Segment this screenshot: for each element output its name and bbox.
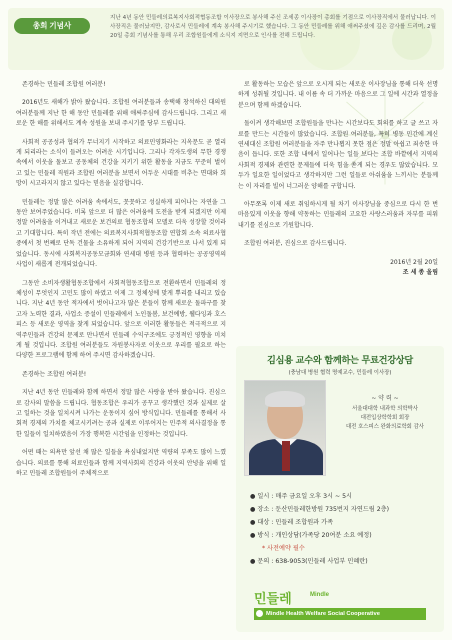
letter-paragraph: 그동안 소비자생활협동조합에서 사회적협동조합으로 전환하면서 민들레의 정체성이 무엇인지 고민도 많이 하였고 이제 그 정체성에 맞게 뿌리를 내리고 있습니다. 지난 4년 동안 적자에서 벗어나고자 많은 분들이 함께 새로운 돌파구를 찾고자 노력한 결과, 사업소 증설이 민들레에서 노인돌봄, 보건예방, 웰다잉과 호스피스 등 새로운 영역을 찾게 되었습니다. 앞으로 이러한 활동들은 적극적으로 지역주민들과 건강의 문제로 만나면서 민들레 수익구조에도 긍정적인 영향을 미치게 될 것입니다. 조합원 여러분들도 자원봉사자로 이웃으로 우리를 필요로 하는 다양한 프로그램에 함께 하여 주시면 감사하겠습니다. (16, 279, 226, 360)
letter-date: 2016년 2월 20일 (390, 258, 438, 266)
letter-right-column (238, 80, 438, 278)
mindle-logo (250, 588, 438, 624)
doctor-photo (244, 380, 326, 476)
logo-tagline: Mindle Health Welfare Social Cooperative (254, 608, 426, 620)
consult-schedule (250, 490, 438, 568)
logo-mark-icon (256, 610, 263, 617)
letter-paragraph: 존경하는 조합원 여러분! (22, 370, 87, 378)
letter-paragraph: 조합원 여러분, 진심으로 감사드립니다. (244, 240, 347, 248)
logo-name-ko: 민들레 (254, 592, 292, 607)
schedule-item: ● 대상 : 민들레 조합원과 가족 (250, 519, 334, 526)
schedule-item: ● 장소 : 둔산민들레한방원 735번지 자연드림 2층) (250, 506, 390, 513)
doctor-profile-line: 대전입상학학회 회장 (360, 415, 410, 421)
letter-signature: 조 세 종 올림 (402, 268, 438, 276)
letter-paragraph: 아무쪼록 이제 새로 취임하시게 될 차기 이사장님을 중심으로 다시 한 번 마음있게 이웃을 향해 약동하는 민들레의 고요한 사랑스러움과 자부를 피워내기를 진심으로 기원합니다. (238, 201, 438, 229)
letter-signoff (238, 258, 438, 278)
letter-paragraph: 2016년도 새해가 밝아 왔습니다. 조합원 여러분들과 송택해 창석하신 대의원 여러분들께 지난 한 해 동안 민들레를 위해 애써주심에 감사드립니다. 그리고 새로운 한 해를 위해서도 계속 성원을 보내 주시기를 당부 드립니다. (16, 99, 226, 128)
doctor-profile-line: 서울대대학 내과학 의학박사 (352, 406, 418, 412)
letter-paragraph: 존경하는 민들레 조합원 여러분! (22, 81, 106, 88)
letter-left-column (16, 80, 226, 487)
schedule-item: ● 일시 : 매주 금요일 오후 3시 ~ 5시 (250, 493, 353, 500)
doctor-profile-line: 대전 호스피스 완화의료학회 감사 (345, 424, 425, 430)
doctor-profile-label: ~ 약 력 ~ (371, 395, 399, 402)
letter-paragraph: 어떤 때는 의욕만 앞선 채 많은 일들을 욕심내었지만 역량의 부족도 많이 느꼈습니다. 의료를 통해 의료인들과 함께 지역사회의 건강과 이웃의 안녕을 위해 일하고 민들레 조합원들이 주체적으로 (16, 449, 226, 477)
letter-paragraph: 지난 4년 동안 민들레와 함께 하면서 정말 많은 사랑을 받아 왔습니다. 진심으로 감사의 말씀을 드립니다. 협동조합은 우리가 공꾸고 생각했던 것과 실제로 살고 일하는 것을 일치시켜 나가는 운동이지 싶어 방식입니다. 민들레를 통해서 사회적 경제의 가치를 체고시키려는 공과 실제로 이루어지는 민주적 의사결정을 통한 일들이 일치하였음이 가장 행복한 시간임을 인정하는 것입니다. (16, 389, 226, 438)
letter-paragraph: 사회적 공공성과 협의가 무너지기 시작하고 의료민영화라는 지옥문도 곧 열리게 되리라는 소식이 들려오는 어려운 시기입니다. 그리나 각자도생의 무한 경쟁 속에서 이웃을 돌보고 공동체의 건강을 지키기 위한 활동을 지금도 꾸준히 벌이고 있는 민들레 직원과 조합원 여러분을 보면서 어두운 시대를 비추는 면대와 희망이 시고라지지 않고 있다는 믿음을 실감합니다. (16, 138, 226, 188)
schedule-item: ● 방식 : 개인상담(가족당 20여분 소요 예정) (250, 532, 372, 539)
reservation-note: * 사전예약 필수 (262, 545, 305, 552)
letter-paragraph: 로 활동하는 모습은 앞으로 오시게 되는 새로운 이사장님을 통해 더욱 선명하게 성취될 것입니다. 내 이름 속 더 가까운 마음으로 그 일에 시간과 열정을 분으며 함께 하겠습니다. (238, 81, 438, 109)
letter-paragraph: 민들레는 정말 많은 어려움 속에서도, 꼿꼿하고 성실하게 피어나는 자연을 그동안 보여주었습니다. 비록 앞으로 더 많은 어려움에 도전을 받게 되겠지만 이제 정말 어려움을 이겨내고 새로운 보건의료 협동조합의 모델로 더욱 성장할 것이라고 기대합니다. 특히 작년 전에는 의료복지사회적협동조합 연합회 소속 의료사협 중에서 첫 번째로 단독 건물을 소유하게 되어 지역의 건강기반으로 나서 있게 되었습니다. 동시에 사회복지공동모금회와 연세대 병원 등과 협력하는 공공영역의 사업이 새롭게 전개되었습니다. (16, 198, 226, 269)
letter-paragraph: 돌이켜 생각해보면 조합원들을 만나는 시간보다도 회의를 하고 글 쓰고 자료를 만드는 시간들이 많았습니다. 조합원 여러분들, 특히 병동 민간에 계신 연세대신 조합원 여러분들을 자주 만나뵙지 못한 점은 정말 아쉽고 죄송한 마음이 듭니다. 또한 조합 내에서 일어나는 일들 보다는 조합 바깥에서 지역의 사회적 경제와 관련한 문제들에 더욱 힘을 쏟게 되는 경우도 많았습니다. 모두가 일요한 일이었다고 생각하지만 그런 일들로 아쉬움을 느끼시는 분들께는 이 자리를 빌어 너그러운 양해를 구합니다. (238, 120, 438, 190)
intro-text: 지난 4년 동안 민들레의료복지사회적협동조합 이사장으로 봉사해 주신 조세종 이사장이 총회를 기점으로 이사장직에서 물러납니다. 이사장직은 물러났지만, 감사로서 민들레에 계속 봉사해 주시기로 했습니다. 그 동안 민들레를 위해 애써주셨에 깊은 감사를 드리며, 2월 20일 총회 기념사를 통해 우리 조합원들에게 소식지 지면으로 인사를 전해 드립니다. (110, 15, 436, 39)
schedule-item: ● 문의 : 638-9053(민들레 사업부 민혜란) (250, 558, 368, 565)
section-badge: 총회 기념사 (14, 18, 90, 34)
consult-title: 김심용 교수와 함께하는 무료건강상담 (267, 355, 413, 366)
consult-subtitle: (충남대 병원 협력 명예교수, 민들레 이사장) (288, 370, 392, 376)
logo-name-en: Mindle (310, 592, 329, 598)
doctor-profile (330, 394, 440, 432)
